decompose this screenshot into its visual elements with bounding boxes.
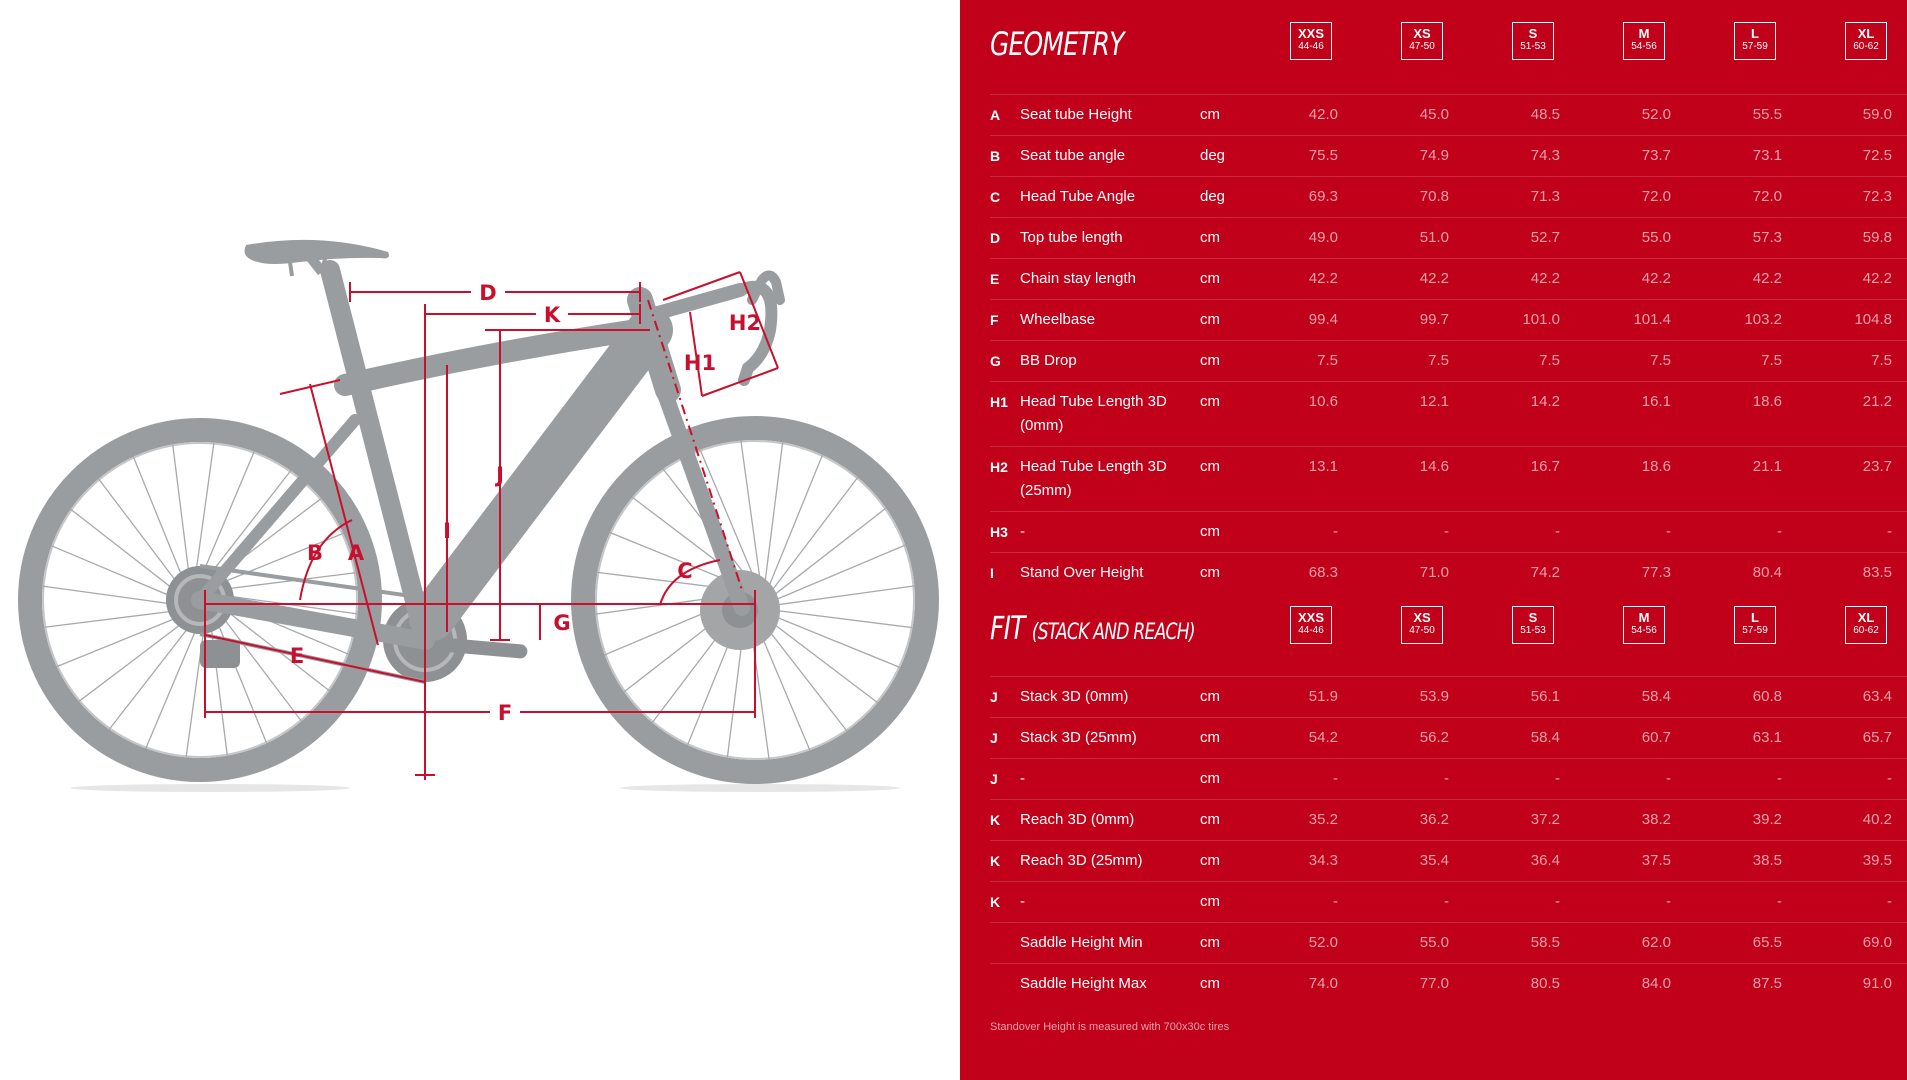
label-i: I: [443, 519, 451, 543]
row-value: 42.2: [1641, 270, 1671, 287]
row-name: Head Tube Length 3D (25mm): [1020, 458, 1167, 499]
row-letter: F: [990, 312, 999, 328]
table-row: [990, 922, 1907, 964]
row-unit: deg: [1200, 188, 1226, 205]
row-name: BB Drop: [1020, 352, 1077, 369]
row-value: 62.0: [1641, 934, 1671, 951]
fit-size-xxs: [1290, 606, 1332, 644]
row-name: -: [1020, 893, 1025, 910]
row-name: Reach 3D (0mm): [1020, 811, 1135, 828]
row-value: 13.1: [1308, 458, 1338, 475]
row-unit: cm: [1200, 688, 1220, 705]
row-unit: cm: [1200, 523, 1220, 540]
row-unit: cm: [1200, 811, 1220, 828]
row-value: 73.1: [1752, 147, 1782, 164]
row-value: 77.0: [1419, 975, 1449, 992]
size-range: 54-56: [1631, 625, 1657, 636]
row-letter: K: [990, 812, 1001, 828]
table-row: [990, 963, 1907, 1005]
row-value: 7.5: [1428, 352, 1449, 369]
row-unit: cm: [1200, 934, 1220, 951]
row-value: 55.0: [1419, 934, 1449, 951]
row-value: -: [1444, 523, 1449, 540]
geometry-header: [960, 17, 1907, 71]
row-value: 18.6: [1641, 458, 1671, 475]
row-value: 57.3: [1752, 229, 1782, 246]
size-range: 47-50: [1409, 625, 1435, 636]
row-value: -: [1777, 770, 1782, 787]
size-range: 44-46: [1298, 625, 1324, 636]
label-h2: H2: [728, 311, 762, 335]
row-value: 69.3: [1308, 188, 1338, 205]
geometry-size-xxs: [1290, 22, 1332, 60]
label-a: A: [347, 541, 365, 565]
row-value: 7.5: [1317, 352, 1338, 369]
row-letter: J: [990, 730, 998, 746]
row-letter: H1: [990, 394, 1008, 410]
row-name: -: [1020, 523, 1025, 540]
row-value: 74.0: [1308, 975, 1338, 992]
row-value: 14.2: [1530, 393, 1560, 410]
table-row: [990, 176, 1907, 218]
row-letter: I: [990, 565, 994, 581]
row-value: -: [1555, 523, 1560, 540]
row-unit: cm: [1200, 352, 1220, 369]
row-name: Seat tube Height: [1020, 106, 1132, 123]
size-label: L: [1751, 26, 1759, 41]
row-value: 73.7: [1641, 147, 1671, 164]
row-unit: cm: [1200, 770, 1220, 787]
row-value: 39.5: [1862, 852, 1892, 869]
fit-title: FIT (STACK AND REACH): [990, 609, 1195, 647]
size-label: M: [1638, 26, 1650, 41]
row-value: -: [1666, 770, 1671, 787]
table-row: [990, 299, 1907, 341]
geometry-size-l: [1734, 22, 1776, 60]
size-range: 51-53: [1520, 625, 1546, 636]
fit-size-xl: [1845, 606, 1887, 644]
size-label: XXS: [1297, 610, 1324, 625]
row-unit: cm: [1200, 564, 1220, 581]
row-unit: cm: [1200, 729, 1220, 746]
row-value: 74.3: [1530, 147, 1560, 164]
row-value: -: [1333, 770, 1338, 787]
row-value: 87.5: [1752, 975, 1782, 992]
row-value: -: [1887, 770, 1892, 787]
size-range: 47-50: [1409, 41, 1435, 52]
row-value: -: [1777, 893, 1782, 910]
row-value: 14.6: [1419, 458, 1449, 475]
row-value: -: [1333, 523, 1338, 540]
row-value: 42.2: [1530, 270, 1560, 287]
label-b: B: [306, 541, 324, 565]
row-unit: cm: [1200, 975, 1220, 992]
row-value: 58.4: [1530, 729, 1560, 746]
row-value: 72.5: [1862, 147, 1892, 164]
row-unit: cm: [1200, 311, 1220, 328]
size-label: M: [1638, 610, 1650, 625]
row-letter: J: [990, 689, 998, 705]
saddle: [245, 240, 390, 276]
row-letter: C: [990, 189, 1001, 205]
label-h1: H1: [683, 351, 717, 375]
row-letter: H3: [990, 524, 1008, 540]
size-range: 51-53: [1520, 41, 1546, 52]
row-value: 12.1: [1419, 393, 1449, 410]
row-value: 65.7: [1862, 729, 1892, 746]
table-row: [990, 758, 1907, 800]
row-name: Head Tube Length 3D (0mm): [1020, 393, 1167, 434]
row-value: 51.9: [1308, 688, 1338, 705]
row-letter: K: [990, 853, 1001, 869]
label-j: J: [496, 463, 504, 487]
row-value: 71.3: [1530, 188, 1560, 205]
row-value: 77.3: [1641, 564, 1671, 581]
row-name: Reach 3D (25mm): [1020, 852, 1143, 869]
row-value: 53.9: [1419, 688, 1449, 705]
row-value: 52.0: [1308, 934, 1338, 951]
table-row: [990, 676, 1907, 718]
footnote: Standover Height is measured with 700x30c tires: [990, 1021, 1230, 1033]
row-value: 55.0: [1641, 229, 1671, 246]
row-value: 49.0: [1308, 229, 1338, 246]
table-row: [990, 217, 1907, 259]
row-value: 36.2: [1419, 811, 1449, 828]
row-value: -: [1887, 523, 1892, 540]
row-name: Stack 3D (25mm): [1020, 729, 1137, 746]
row-value: 68.3: [1308, 564, 1338, 581]
row-value: 42.2: [1419, 270, 1449, 287]
row-value: 37.2: [1530, 811, 1560, 828]
fit-size-xs: [1401, 606, 1443, 644]
row-value: 69.0: [1862, 934, 1892, 951]
row-value: 72.0: [1641, 188, 1671, 205]
row-value: -: [1555, 893, 1560, 910]
row-value: 34.3: [1308, 852, 1338, 869]
row-value: 99.4: [1308, 311, 1338, 328]
row-value: 51.0: [1419, 229, 1449, 246]
row-value: 52.0: [1641, 106, 1671, 123]
table-row: [990, 552, 1907, 594]
row-name: Wheelbase: [1020, 311, 1096, 328]
row-letter: K: [990, 894, 1001, 910]
table-row: [990, 258, 1907, 300]
row-letter: H2: [990, 459, 1008, 475]
size-label: S: [1528, 26, 1538, 41]
row-value: -: [1666, 523, 1671, 540]
row-value: 16.1: [1641, 393, 1671, 410]
table-row: [990, 94, 1907, 136]
size-range: 54-56: [1631, 41, 1657, 52]
row-value: 39.2: [1752, 811, 1782, 828]
row-value: 101.0: [1522, 311, 1560, 328]
label-k: K: [543, 303, 561, 327]
row-value: 99.7: [1419, 311, 1449, 328]
row-value: 16.7: [1530, 458, 1560, 475]
row-name: Stand Over Height: [1020, 564, 1144, 581]
row-unit: cm: [1200, 229, 1220, 246]
geometry-size-s: [1512, 22, 1554, 60]
row-value: 23.7: [1862, 458, 1892, 475]
size-label: XL: [1857, 26, 1875, 41]
label-c: C: [677, 559, 693, 583]
row-name: Saddle Height Min: [1020, 934, 1143, 951]
row-value: 7.5: [1871, 352, 1892, 369]
row-name: Saddle Height Max: [1020, 975, 1147, 992]
row-value: 63.4: [1862, 688, 1892, 705]
label-e: E: [289, 644, 305, 668]
row-value: 42.0: [1308, 106, 1338, 123]
row-value: 21.1: [1752, 458, 1782, 475]
row-unit: cm: [1200, 458, 1220, 475]
table-row: [990, 135, 1907, 177]
row-value: 58.5: [1530, 934, 1560, 951]
row-value: 56.2: [1419, 729, 1449, 746]
row-value: -: [1333, 893, 1338, 910]
table-row: [990, 840, 1907, 882]
row-value: 45.0: [1419, 106, 1449, 123]
size-label: S: [1528, 610, 1538, 625]
row-value: 54.2: [1308, 729, 1338, 746]
table-row: [990, 340, 1907, 382]
table-row: [990, 799, 1907, 841]
row-value: -: [1777, 523, 1782, 540]
size-label: XXS: [1297, 26, 1324, 41]
row-value: 42.2: [1752, 270, 1782, 287]
row-value: 74.2: [1530, 564, 1560, 581]
row-value: 60.8: [1752, 688, 1782, 705]
label-d: D: [479, 281, 497, 305]
geometry-size-m: [1623, 22, 1665, 60]
row-letter: E: [990, 271, 1000, 287]
row-value: 48.5: [1530, 106, 1560, 123]
row-unit: cm: [1200, 106, 1220, 123]
row-value: 38.2: [1641, 811, 1671, 828]
row-value: 35.2: [1308, 811, 1338, 828]
row-value: -: [1444, 893, 1449, 910]
row-value: 74.9: [1419, 147, 1449, 164]
row-unit: cm: [1200, 393, 1220, 410]
row-value: 104.8: [1854, 311, 1892, 328]
row-letter: B: [990, 148, 1001, 164]
row-letter: G: [990, 353, 1001, 369]
row-value: -: [1555, 770, 1560, 787]
size-label: L: [1751, 610, 1759, 625]
row-value: 18.6: [1752, 393, 1782, 410]
geometry-size-xl: [1845, 22, 1887, 60]
fit-header: [960, 601, 1907, 655]
row-value: 58.4: [1641, 688, 1671, 705]
label-f: F: [497, 701, 513, 725]
row-value: 60.7: [1641, 729, 1671, 746]
row-value: 59.0: [1862, 106, 1892, 123]
row-value: 83.5: [1862, 564, 1892, 581]
row-unit: deg: [1200, 147, 1226, 164]
fit-subtitle: (STACK AND REACH): [1031, 620, 1195, 645]
row-value: 103.2: [1744, 311, 1782, 328]
size-range: 44-46: [1298, 41, 1324, 52]
row-value: 36.4: [1530, 852, 1560, 869]
row-value: 7.5: [1539, 352, 1560, 369]
row-unit: cm: [1200, 893, 1220, 910]
row-value: 7.5: [1650, 352, 1671, 369]
row-name: Stack 3D (0mm): [1020, 688, 1129, 705]
row-value: 10.6: [1308, 393, 1338, 410]
size-label: XS: [1413, 610, 1431, 625]
geometry-title: GEOMETRY: [990, 25, 1124, 63]
fit-size-s: [1512, 606, 1554, 644]
size-range: 57-59: [1742, 41, 1768, 52]
size-range: 60-62: [1853, 625, 1879, 636]
row-value: 40.2: [1862, 811, 1892, 828]
row-name: Head Tube Angle: [1020, 188, 1136, 205]
row-value: 80.4: [1752, 564, 1782, 581]
row-value: 101.4: [1633, 311, 1671, 328]
row-value: 91.0: [1862, 975, 1892, 992]
row-value: 80.5: [1530, 975, 1560, 992]
row-value: 37.5: [1641, 852, 1671, 869]
row-name: Chain stay length: [1020, 270, 1136, 287]
row-value: 84.0: [1641, 975, 1671, 992]
row-value: 35.4: [1419, 852, 1449, 869]
fit-size-m: [1623, 606, 1665, 644]
size-range: 60-62: [1853, 41, 1879, 52]
row-value: -: [1887, 893, 1892, 910]
row-value: 52.7: [1530, 229, 1560, 246]
table-row: [990, 381, 1907, 447]
row-value: 38.5: [1752, 852, 1782, 869]
size-label: XL: [1857, 610, 1875, 625]
row-value: 59.8: [1862, 229, 1892, 246]
row-value: 42.2: [1862, 270, 1892, 287]
row-value: 72.3: [1862, 188, 1892, 205]
row-value: -: [1444, 770, 1449, 787]
row-unit: cm: [1200, 852, 1220, 869]
row-value: 21.2: [1862, 393, 1892, 410]
row-value: 70.8: [1419, 188, 1449, 205]
row-value: 55.5: [1752, 106, 1782, 123]
table-row: [990, 446, 1907, 512]
row-name: Seat tube angle: [1020, 147, 1126, 164]
row-value: 63.1: [1752, 729, 1782, 746]
row-name: Top tube length: [1020, 229, 1123, 246]
table-row: [990, 717, 1907, 759]
row-value: -: [1666, 893, 1671, 910]
geometry-size-xs: [1401, 22, 1443, 60]
row-name: -: [1020, 770, 1025, 787]
table-row: [990, 881, 1907, 923]
row-value: 71.0: [1419, 564, 1449, 581]
row-value: 7.5: [1761, 352, 1782, 369]
row-value: 56.1: [1530, 688, 1560, 705]
table-row: [990, 511, 1907, 553]
row-unit: cm: [1200, 270, 1220, 287]
row-value: 72.0: [1752, 188, 1782, 205]
size-label: XS: [1413, 26, 1431, 41]
row-letter: D: [990, 230, 1001, 246]
size-range: 57-59: [1742, 625, 1768, 636]
label-g: G: [553, 611, 571, 635]
row-letter: J: [990, 771, 998, 787]
fit-size-l: [1734, 606, 1776, 644]
row-value: 42.2: [1308, 270, 1338, 287]
row-value: 65.5: [1752, 934, 1782, 951]
row-value: 75.5: [1308, 147, 1338, 164]
row-letter: A: [990, 107, 1001, 123]
geometry-panel: [960, 0, 1907, 1080]
